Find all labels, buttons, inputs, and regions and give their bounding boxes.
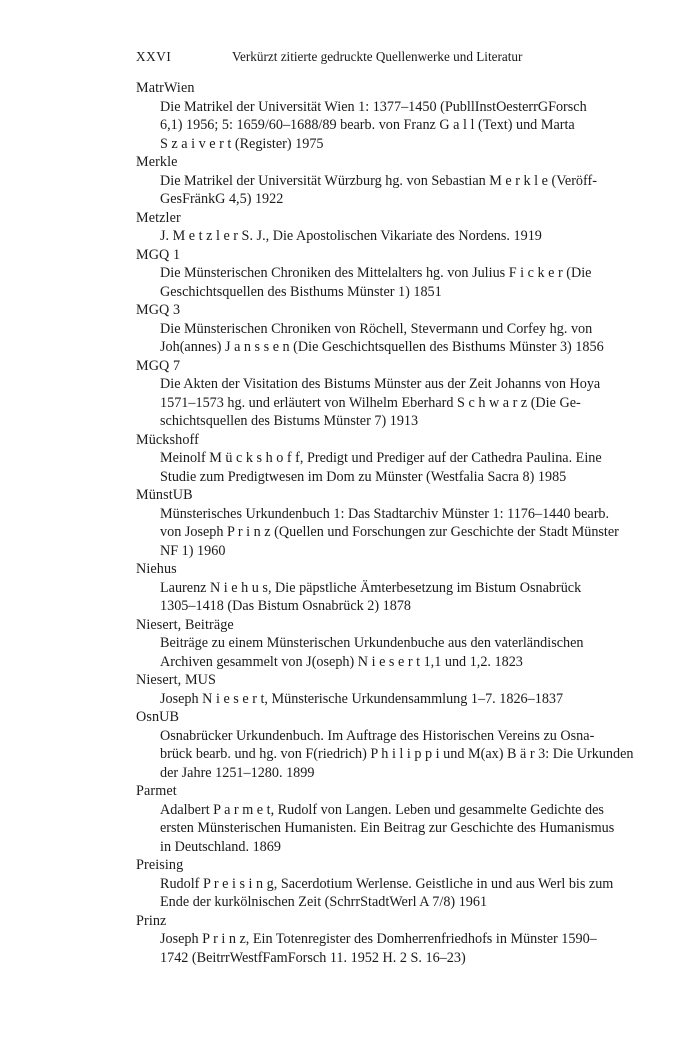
bibliography-entry (136, 246, 652, 302)
entry-description: Osnabrücker Urkundenbuch. Im Auftrage des Historischen Vereins zu Osna- brück bearb. und hg. von F(riedrich) P h i l i p p i und M(ax) B ä r 3: Die Urkunden der Jahre 1251–1280. 1899 (160, 727, 634, 781)
entry-description: Die Akten der Visitation des Bistums Münster aus der Zeit Johanns von Hoya 1571–1573 hg. und erläutert von Wilhelm Eberhard S c h w a r z (Die Ge- schichtsquellen des Bistums Münster 7) 1913 (160, 376, 601, 429)
entry-description: Meinolf M ü c k s h o f f, Predigt und Prediger auf der Cathedra Paulina. Eine Studie zum Predigtwesen im Dom zu Münster (Westfalia Sacra 8) 1985 (160, 450, 602, 485)
entry-description: Joseph P r i n z, Ein Totenregister des Domherrenfriedhofs in Münster 1590– 1742 (BeitrrWestfFamForsch 11. 1952 H. 2 S. 16–23) (160, 931, 597, 966)
entry-abbreviation: Niehus (136, 561, 177, 577)
entry-abbreviation: Niesert, Beiträge (136, 616, 234, 633)
bibliography-entry (136, 856, 652, 912)
bibliography-entry (136, 209, 652, 246)
entry-description: Rudolf P r e i s i n g, Sacerdotium Werlense. Geistliche in und aus Werl bis zum Ende der kurkölnischen Zeit (SchrrStadtWerl A 7/8) 1961 (160, 875, 614, 910)
bibliography-entry (136, 79, 652, 153)
entry-abbreviation: Niesert, MUS (136, 672, 217, 688)
bibliography-entry (136, 301, 652, 357)
entry-description: Adalbert P a r m e t, Rudolf von Langen. Leben und gesammelte Gedichte des ersten Münsterischen Humanisten. Ein Beitrag zur Geschichte des Humanismus in Deutschland. 1869 (160, 801, 615, 855)
bibliography-entry (136, 782, 652, 856)
entry-description: Die Matrikel der Universität Würzburg hg. von Sebastian M e r k l e (Veröff- GesFränkG 4,5) 1922 (160, 172, 597, 207)
running-title: Verkürzt zitierte gedruckte Quellenwerke und Literatur (232, 49, 523, 64)
entry-description: Münsterisches Urkundenbuch 1: Das Stadtarchiv Münster 1: 1176–1440 bearb. von Joseph P r i n z (Quellen und Forschungen zur Geschichte der Stadt Münster NF 1) 1960 (160, 505, 619, 559)
entry-abbreviation: Prinz (136, 912, 167, 929)
entry-description: Die Münsterischen Chroniken des Mittelalters hg. von Julius F i c k e r (Die Geschichtsquellen des Bisthums Münster 1) 1851 (160, 265, 592, 300)
entry-description: Laurenz N i e h u s, Die päpstliche Ämterbesetzung im Bistum Osnabrück 1305–1418 (Das Bistum Osnabrück 2) 1878 (160, 579, 582, 614)
bibliography-entry (136, 560, 652, 616)
bibliography-entry (136, 708, 652, 782)
entry-abbreviation: Merkle (136, 154, 178, 170)
bibliography-entry (136, 153, 652, 209)
entry-abbreviation: Preising (136, 857, 184, 873)
bibliography-entry (136, 671, 652, 708)
entry-description: J. M e t z l e r S. J., Die Apostolischen Vikariate des Nordens. 1919 (160, 228, 542, 244)
page-content (136, 48, 652, 967)
entry-abbreviation: Mückshoff (136, 431, 199, 448)
entry-abbreviation: MGQ 3 (136, 302, 181, 318)
entry-abbreviation: MatrWien (136, 80, 195, 96)
entry-description: Beiträge zu einem Münsterischen Urkundenbuche aus den vaterländischen Archiven gesammelt von J(oseph) N i e s e r t 1,1 und 1,2. 1823 (160, 635, 584, 670)
bibliography-entry (136, 431, 652, 487)
entry-abbreviation: Parmet (136, 783, 177, 799)
bibliography-entry (136, 486, 652, 560)
entry-description: Die Matrikel der Universität Wien 1: 1377–1450 (PubllInstOesterrGForsch 6,1) 1956; 5: 1659/60–1688/89 bearb. von Franz G a l l (Text) und Marta S z a i v e r t (Register) 1975 (160, 98, 587, 152)
entry-abbreviation: MünstUB (136, 487, 193, 503)
entry-abbreviation: MGQ 7 (136, 357, 181, 374)
entry-description: Die Münsterischen Chroniken von Röchell, Stevermann und Corfey hg. von Joh(annes) J a n s s e n (Die Geschichtsquellen des Bisthums Münster 3) 1856 (160, 320, 604, 355)
page-number: XXVI (136, 49, 172, 64)
entry-abbreviation: Metzler (136, 209, 181, 226)
running-header (136, 48, 652, 66)
entry-abbreviation: MGQ 1 (136, 246, 181, 263)
entry-description: Joseph N i e s e r t, Münsterische Urkundensammlung 1–7. 1826–1837 (160, 690, 564, 707)
bibliography-entry (136, 357, 652, 431)
bibliography-entry (136, 912, 652, 968)
bibliography-entry (136, 616, 652, 672)
entry-abbreviation: OsnUB (136, 709, 180, 725)
